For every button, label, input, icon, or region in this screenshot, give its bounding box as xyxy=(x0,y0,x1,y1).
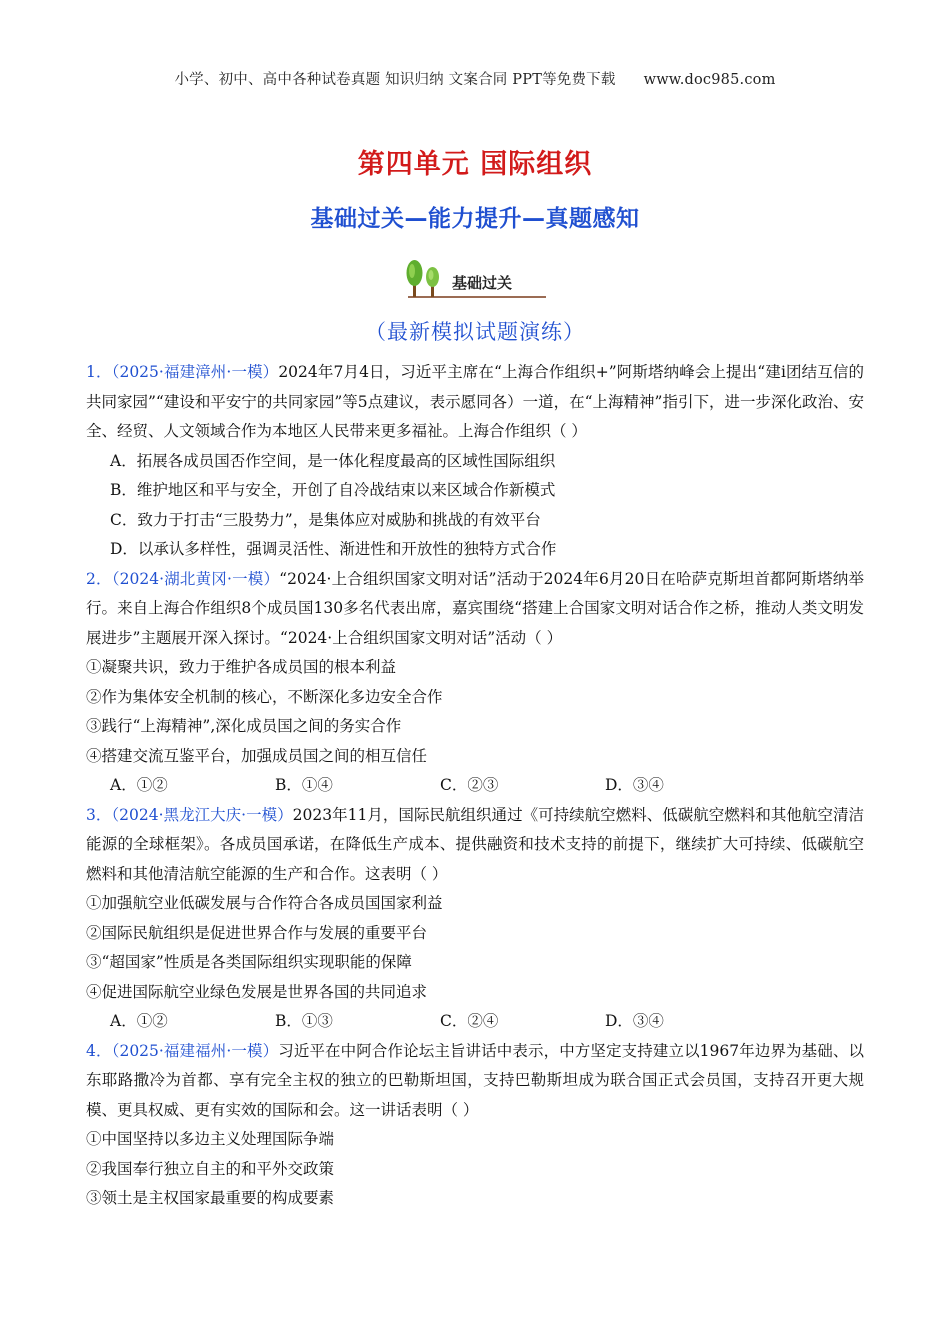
choice-a[interactable]: A．①② xyxy=(110,1012,168,1030)
option-b[interactable]: B．维护地区和平与安全，开创了自冷战结束以来区域合作新模式 xyxy=(110,481,556,499)
choice-c[interactable]: C．②④ xyxy=(440,1012,499,1030)
statement-4: ④搭建交流互鉴平台，加强成员国之间的相互信任 xyxy=(86,746,428,765)
option-d[interactable]: D．以承认多样性，强调灵活性、渐进性和开放性的独特方式合作 xyxy=(110,540,557,558)
statement-3: ③践行“上海精神”,深化成员国之间的务实合作 xyxy=(86,717,402,735)
option-c[interactable]: C．致力于打击“三股势力”，是集体应对威胁和挑战的有效平台 xyxy=(110,510,541,529)
choice-b[interactable]: B．①④ xyxy=(275,776,333,794)
question-stem: 2024年7月4日，习近平主席在“上海合作组织+”阿斯塔纳峰会上提出“建i团结互信的共同家园”“建设和平安宁的共同家园”等5点建议，表示愿同各）一道，在“上海精神”指引下，进一步深化政治、安全、经贸、人文领域合作为本地区人民带来更多福祉。上海合作组织（ ） xyxy=(86,363,864,440)
statement-3: ③“超国家”性质是各类国际组织实现职能的保障 xyxy=(86,953,412,971)
statement-4: ④促进国际航空业绿色发展是世界各国的共同追求 xyxy=(86,982,428,1001)
statement-2: ②我国奉行独立自主的和平外交政策 xyxy=(86,1159,335,1178)
question-4 xyxy=(86,1037,864,1126)
statement-1: ①中国坚持以多边主义处理国际争端 xyxy=(86,1130,335,1148)
header-text: 小学、初中、高中各种试卷真题 知识归纳 文案合同 PPT等免费下载 xyxy=(174,72,616,88)
choice-d[interactable]: D．③④ xyxy=(605,1012,664,1030)
choice-row xyxy=(86,1007,864,1037)
unit-subtitle: 基础过关—能力提升—真题感知 xyxy=(310,206,640,232)
statement-3: ③领土是主权国家最重要的构成要素 xyxy=(86,1189,335,1207)
question-number: 4． xyxy=(86,1041,112,1060)
header-url[interactable]: www.doc985.com xyxy=(643,72,776,88)
section-title: （最新模拟试题演练） xyxy=(365,320,585,344)
statement-2: ②作为集体安全机制的核心，不断深化多边安全合作 xyxy=(86,687,443,706)
question-number: 3． xyxy=(86,805,112,824)
option-a[interactable]: A．拓展各成员国否作空间，是一体化程度最高的区域性国际组织 xyxy=(110,451,556,470)
choice-d[interactable]: D．③④ xyxy=(605,776,664,794)
statement-1: ①凝聚共识，致力于维护各成员国的根本利益 xyxy=(86,658,397,676)
section-badge xyxy=(398,258,548,300)
choice-b[interactable]: B．①③ xyxy=(275,1012,333,1030)
question-source: （2025·福建漳州·一模） xyxy=(111,363,279,381)
question-number: 1． xyxy=(86,363,112,381)
choice-row xyxy=(86,771,864,801)
question-1 xyxy=(86,358,864,447)
question-stem: 2023年11月，国际民航组织通过《可持续航空燃料、低碳航空燃料和其他航空清洁能源的全球框架》。各成员国承诺，在降低生产成本、提供融资和技术支持的前提下，继续扩大可持续、低碳航空燃料和其他清洁航空能源的生产和合作。这表明（ ） xyxy=(86,805,864,883)
badge-label: 基础过关 xyxy=(452,274,513,292)
question-3 xyxy=(86,801,864,890)
question-2 xyxy=(86,565,864,654)
question-stem: 习近平在中阿合作论坛主旨讲话中表示，中方坚定支持建立以1967年边界为基础、以东耶路撒冷为首都、享有完全主权的独立的巴勒斯坦国，支持巴勒斯坦成为联合国正式会员国，支持召开更大规模、更具权威、更有实效的国际和会。这一讲话表明（ ） xyxy=(86,1041,864,1119)
choice-a[interactable]: A．①② xyxy=(110,776,168,794)
unit-title: 第四单元 国际组织 xyxy=(357,149,593,180)
question-stem: “2024·上合组织国家文明对话”活动于2024年6月20日在哈萨克斯坦首都阿斯塔纳举行。来自上海合作组织8个成员国130多名代表出席，嘉宾围绕“搭建上合国家文明对话合作之桥，推动人类文明发展进步”主题展开深入探讨。“2024·上合组织国家文明对话”活动（ ） xyxy=(86,569,864,647)
questions xyxy=(86,358,864,1214)
question-source: （2024·湖北黄冈·一模） xyxy=(111,569,280,588)
statement-1: ①加强航空业低碳发展与合作符合各成员国国家利益 xyxy=(86,894,443,912)
question-number: 2． xyxy=(86,569,112,588)
question-source: （2025·福建福州·一模） xyxy=(111,1041,279,1060)
choice-c[interactable]: C．②③ xyxy=(440,776,499,794)
question-source: （2024·黑龙江大庆·一模） xyxy=(111,805,293,824)
statement-2: ②国际民航组织是促进世界合作与发展的重要平台 xyxy=(86,923,428,942)
page-header xyxy=(0,68,950,89)
